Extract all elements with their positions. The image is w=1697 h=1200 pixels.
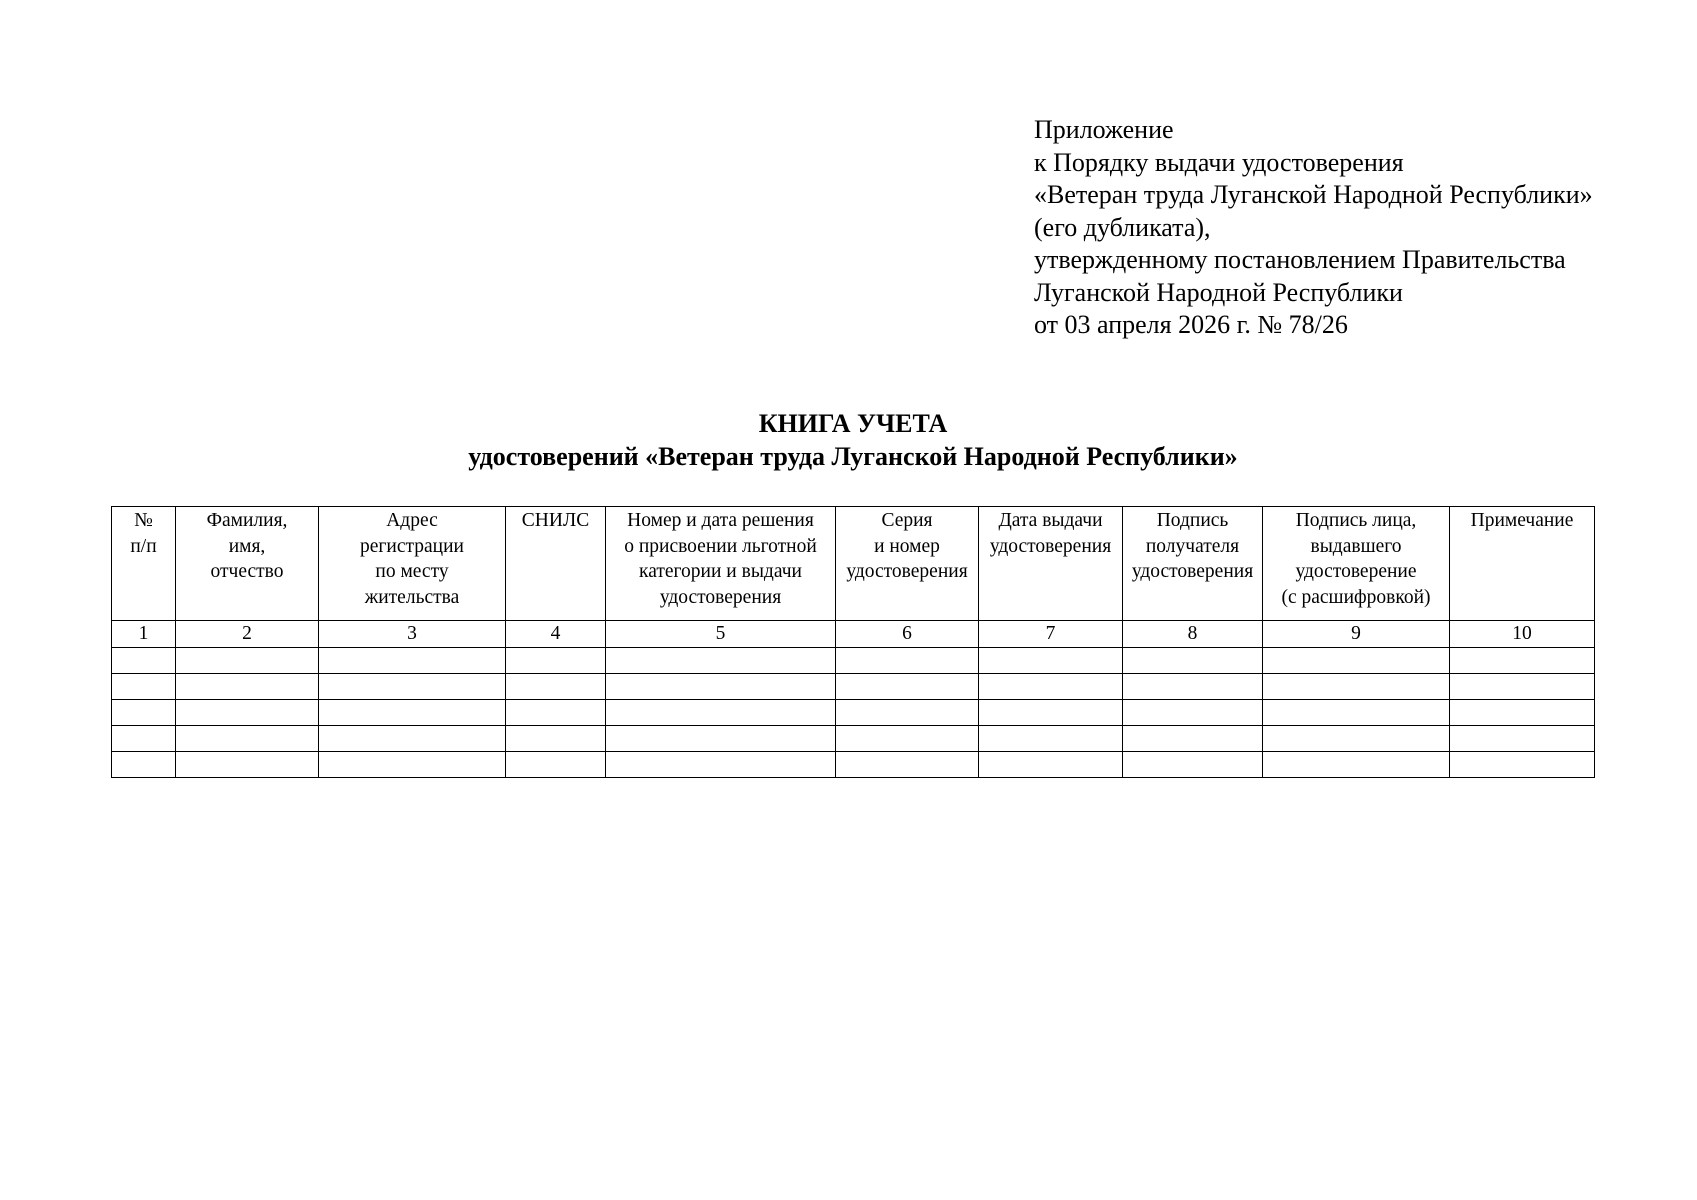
title-line-1: КНИГА УЧЕТА xyxy=(758,409,948,438)
table-row xyxy=(112,674,1595,700)
appendix-block xyxy=(1034,114,1593,342)
table-cell xyxy=(836,674,979,700)
table-row xyxy=(112,752,1595,778)
column-number: 10 xyxy=(1450,621,1595,648)
column-header: Дата выдачи удостоверения xyxy=(979,507,1123,621)
table-cell xyxy=(319,726,506,752)
table-cell xyxy=(1123,674,1263,700)
column-header: Подпись получателя удостоверения xyxy=(1123,507,1263,621)
table-cell xyxy=(319,752,506,778)
table-cell xyxy=(506,752,606,778)
table-cell xyxy=(176,700,319,726)
ledger-table xyxy=(111,506,1595,778)
table-row xyxy=(112,700,1595,726)
column-header: Адрес регистрации по месту жительства xyxy=(319,507,506,621)
table-cell xyxy=(979,752,1123,778)
table-cell xyxy=(176,726,319,752)
column-number: 3 xyxy=(319,621,506,648)
column-header: Номер и дата решения о присвоении льготной категории и выдачи удостоверения xyxy=(606,507,836,621)
table-cell xyxy=(506,726,606,752)
table-cell xyxy=(979,700,1123,726)
table-cell xyxy=(606,726,836,752)
table-cell xyxy=(606,700,836,726)
table-cell xyxy=(112,726,176,752)
table-cell xyxy=(319,648,506,674)
column-header: Подпись лица, выдавшего удостоверение (с расшифровкой) xyxy=(1263,507,1450,621)
appendix-line: Приложение xyxy=(1034,115,1174,144)
table-cell xyxy=(1123,726,1263,752)
table-cell xyxy=(1263,648,1450,674)
column-number: 1 xyxy=(112,621,176,648)
table-cell xyxy=(979,674,1123,700)
table-cell xyxy=(1450,752,1595,778)
table-row xyxy=(112,648,1595,674)
table-header-row xyxy=(112,507,1595,621)
table-cell xyxy=(506,700,606,726)
table-cell xyxy=(606,648,836,674)
table-cell xyxy=(112,752,176,778)
table-cell xyxy=(176,674,319,700)
table-cell xyxy=(1263,752,1450,778)
appendix-line: «Ветеран труда Луганской Народной Республики» xyxy=(1034,180,1593,209)
table-cell xyxy=(112,700,176,726)
table-cell xyxy=(1263,674,1450,700)
column-header: СНИЛС xyxy=(506,507,606,621)
table-cell xyxy=(112,674,176,700)
document-title xyxy=(0,407,1697,473)
column-number: 5 xyxy=(606,621,836,648)
table-cell xyxy=(1450,700,1595,726)
column-header: Серия и номер удостоверения xyxy=(836,507,979,621)
column-header: Примечание xyxy=(1450,507,1595,621)
table-cell xyxy=(836,700,979,726)
table-cell xyxy=(506,674,606,700)
column-number-row xyxy=(112,621,1595,648)
column-number: 9 xyxy=(1263,621,1450,648)
table-cell xyxy=(836,648,979,674)
appendix-line: Луганской Народной Республики xyxy=(1034,277,1403,307)
table-cell xyxy=(606,674,836,700)
column-header: Фамилия, имя, отчество xyxy=(176,507,319,621)
appendix-line: от 03 апреля 2026 г. № 78/26 xyxy=(1034,310,1348,339)
table-cell xyxy=(836,726,979,752)
table-cell xyxy=(176,648,319,674)
table-cell xyxy=(1450,648,1595,674)
table-cell xyxy=(1450,674,1595,700)
column-number: 4 xyxy=(506,621,606,648)
table-cell xyxy=(606,752,836,778)
appendix-line: утвержденному постановлением Правительства xyxy=(1034,245,1566,274)
column-number: 2 xyxy=(176,621,319,648)
column-number: 6 xyxy=(836,621,979,648)
table-cell xyxy=(506,648,606,674)
table-cell xyxy=(1450,726,1595,752)
table-cell xyxy=(112,648,176,674)
table-cell xyxy=(836,752,979,778)
table-cell xyxy=(176,752,319,778)
title-line-2: удостоверений «Ветеран труда Луганской Народной Республики» xyxy=(468,442,1238,471)
table-cell xyxy=(979,648,1123,674)
table-cell xyxy=(979,726,1123,752)
table-row xyxy=(112,726,1595,752)
table-cell xyxy=(319,700,506,726)
column-number: 7 xyxy=(979,621,1123,648)
table-cell xyxy=(1123,700,1263,726)
column-header: № п/п xyxy=(112,507,176,621)
table-cell xyxy=(1123,648,1263,674)
table-cell xyxy=(1123,752,1263,778)
table-cell xyxy=(1263,726,1450,752)
appendix-line: (его дубликата), xyxy=(1034,212,1211,242)
column-number: 8 xyxy=(1123,621,1263,648)
table-cell xyxy=(1263,700,1450,726)
table-cell xyxy=(319,674,506,700)
appendix-line: к Порядку выдачи удостоверения xyxy=(1034,147,1404,177)
